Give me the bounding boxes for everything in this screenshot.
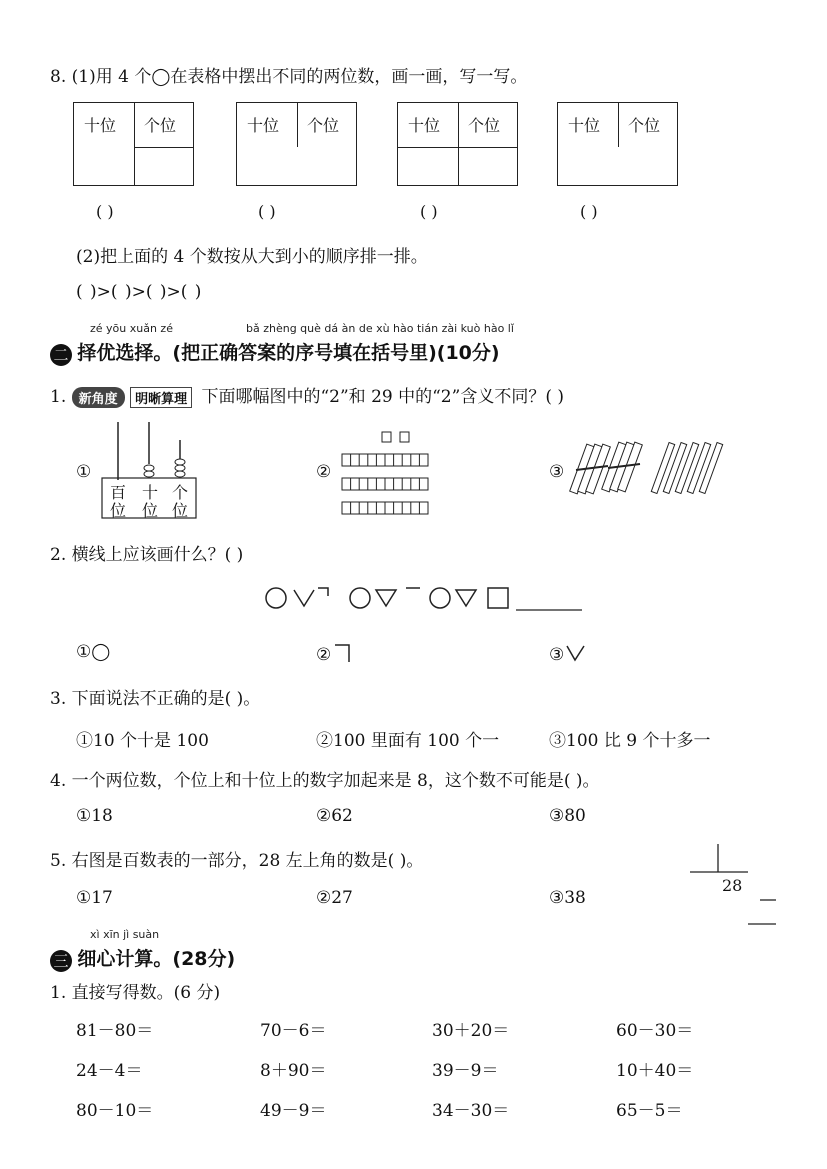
- tens-header: 十位: [84, 116, 117, 135]
- section3-pinyin: xì xīn jì suàn: [90, 928, 160, 941]
- s2-q2-text: 2. 横线上应该画什么？( ): [50, 545, 244, 565]
- section2-heading: [50, 338, 500, 366]
- section-number-badge: 二: [50, 344, 72, 366]
- order-blanks[interactable]: ( )>( )>( )>( ): [76, 282, 202, 302]
- q3-option-3[interactable]: ③100 比 9 个十多一: [549, 731, 711, 751]
- abacus-label-ones: 个: [172, 483, 189, 502]
- q4-option-1[interactable]: ①18: [76, 806, 113, 826]
- calc-item[interactable]: 80－10＝: [76, 1101, 154, 1121]
- q4-option-3[interactable]: ③80: [549, 806, 586, 826]
- calc-item[interactable]: 34－30＝: [432, 1101, 510, 1121]
- shape-pattern: [264, 582, 584, 614]
- place-value-table-2[interactable]: [236, 102, 357, 186]
- section-number-badge: 三: [50, 950, 72, 972]
- q8-part1-text: 8. (1)用 4 个◯在表格中摆出不同的两位数，画一画，写一写。: [50, 67, 528, 87]
- calc-item[interactable]: 60－30＝: [616, 1021, 694, 1041]
- ones-header: 个位: [468, 116, 501, 135]
- calc-item[interactable]: 24－4＝: [76, 1061, 143, 1081]
- s2-q3-text: 3. 下面说法不正确的是( )。: [50, 689, 261, 709]
- q8-part2-text: (2)把上面的 4 个数按从大到小的顺序排一排。: [76, 247, 428, 267]
- s2-q5-text: 5. 右图是百数表的一部分，28 左上角的数是( )。: [50, 851, 424, 871]
- q5-option-3[interactable]: ③38: [549, 888, 586, 908]
- tens-header: 十位: [408, 116, 441, 135]
- s3-sub1-text: 1. 直接写得数。(6 分): [50, 983, 221, 1003]
- abacus-label-place-3: 位: [172, 501, 189, 520]
- v-shape-icon: [564, 642, 588, 664]
- q3-option-1[interactable]: ①10 个十是 100: [76, 731, 209, 751]
- section2-pinyin-right: bǎ zhèng què dá àn de xù hào tián zài kuò hào lǐ: [246, 322, 514, 335]
- q1-option-2-label[interactable]: ②: [316, 462, 332, 482]
- abacus-label-place-2: 位: [142, 501, 159, 520]
- ten-rods-figure: [340, 428, 432, 518]
- abacus-label-place-1: 位: [110, 501, 127, 520]
- tens-header: 十位: [247, 116, 280, 135]
- q2-option-1[interactable]: ①◯: [76, 642, 111, 662]
- calc-item[interactable]: 10＋40＝: [616, 1061, 694, 1081]
- calc-item[interactable]: 70－6＝: [260, 1021, 327, 1041]
- new-angle-badge: 新角度: [72, 387, 125, 408]
- q1-number: 1.: [50, 387, 67, 407]
- q1-text: 下面哪幅图中的“2”和 29 中的“2”含义不同？( ): [201, 387, 564, 407]
- section3-title: 细心计算。(28分): [77, 948, 236, 970]
- q2-option-3[interactable]: [549, 642, 588, 665]
- section3-heading: [50, 944, 235, 972]
- q5-option-2[interactable]: ②27: [316, 888, 353, 908]
- calc-grid: [76, 1016, 776, 1136]
- abacus-label-tens: 十: [142, 483, 159, 502]
- corner-shape-icon: [331, 642, 355, 664]
- calc-item[interactable]: 39－9＝: [432, 1061, 499, 1081]
- calc-item[interactable]: 49－9＝: [260, 1101, 327, 1121]
- calc-row: [76, 1056, 776, 1096]
- abacus-label-hundreds: 百: [110, 483, 127, 502]
- s2-q1: [50, 382, 564, 408]
- bundled-sticks-figure: [568, 436, 726, 500]
- calc-item[interactable]: 8＋90＝: [260, 1061, 327, 1081]
- s2-q4-text: 4. 一个两位数，个位上和十位上的数字加起来是 8，这个数不可能是( )。: [50, 771, 600, 791]
- q1-option-3-label[interactable]: ③: [549, 462, 565, 482]
- q2-option-3-label: ③: [549, 645, 565, 665]
- calc-item[interactable]: 81－80＝: [76, 1021, 154, 1041]
- calc-row: [76, 1096, 776, 1136]
- answer-blank-4[interactable]: ( ): [580, 202, 598, 221]
- answer-blank-1[interactable]: ( ): [96, 202, 114, 221]
- q2-option-2[interactable]: [316, 642, 355, 665]
- q3-option-2[interactable]: ②100 里面有 100 个一: [316, 731, 500, 751]
- place-value-table-4[interactable]: [557, 102, 678, 186]
- calc-item[interactable]: 30＋20＝: [432, 1021, 510, 1041]
- hundred-chart-number: 28: [722, 876, 743, 895]
- place-value-table-3[interactable]: [397, 102, 518, 186]
- q4-option-2[interactable]: ②62: [316, 806, 353, 826]
- answer-blank-3[interactable]: ( ): [420, 202, 438, 221]
- q5-option-1[interactable]: ①17: [76, 888, 113, 908]
- section2-pinyin-left: zé yōu xuǎn zé: [90, 322, 173, 335]
- calc-item[interactable]: 65－5＝: [616, 1101, 683, 1121]
- ones-header: 个位: [307, 116, 340, 135]
- ones-header: 个位: [628, 116, 661, 135]
- section2-title: 择优选择。(把正确答案的序号填在括号里)(10分): [77, 342, 500, 364]
- place-value-table-1[interactable]: [73, 102, 194, 186]
- reasoning-badge: 明晰算理: [130, 387, 192, 408]
- calc-row: [76, 1016, 776, 1056]
- ones-header: 个位: [144, 116, 177, 135]
- answer-blank-2[interactable]: ( ): [258, 202, 276, 221]
- q1-option-1-label[interactable]: ①: [76, 462, 92, 482]
- q2-option-2-label: ②: [316, 645, 332, 665]
- tens-header: 十位: [568, 116, 601, 135]
